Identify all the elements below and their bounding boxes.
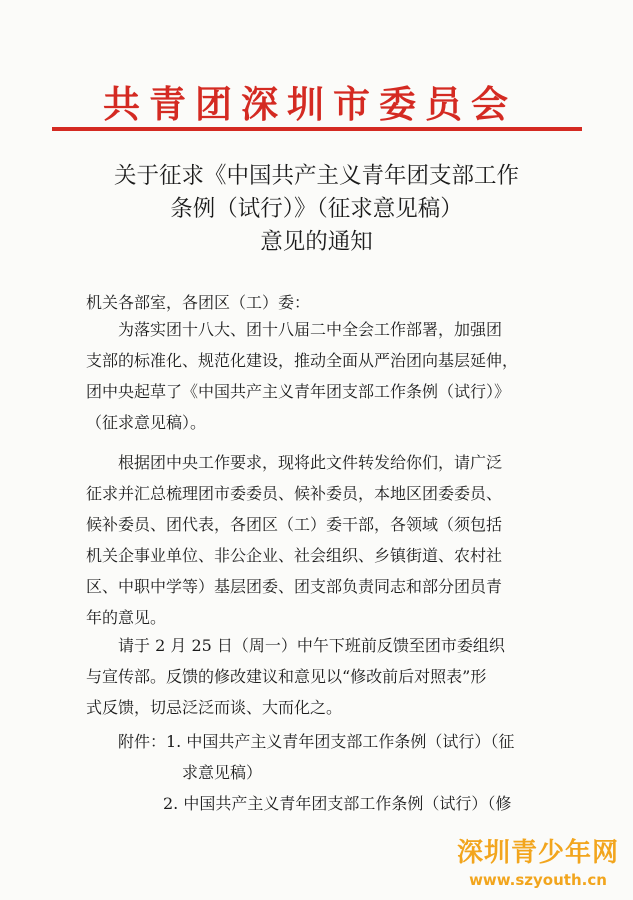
watermark-name: 深圳青少年网 bbox=[456, 838, 619, 868]
paragraph-3 bbox=[86, 630, 556, 723]
paragraph-line: 请于 2 月 25 日（周一）中午下班前反馈至团市委组织 bbox=[118, 636, 505, 655]
paragraph-line: 团中央起草了《中国共产主义青年团支部工作条例（试行）》 bbox=[86, 382, 511, 401]
paragraph-line: 支部的标准化、规范化建设，推动全面从严治团向基层延伸， bbox=[86, 351, 519, 370]
site-watermark bbox=[457, 832, 619, 889]
paragraph-line: 候补委员、团代表，各团区（工）委干部，各领域（须包括 bbox=[86, 515, 503, 534]
paragraph-2 bbox=[86, 447, 556, 633]
paragraph-line: 年的意见。 bbox=[86, 608, 167, 627]
red-divider-rule bbox=[52, 127, 582, 131]
title-line-3: 意见的通知 bbox=[260, 229, 373, 255]
attachment-line-1: 附件：1. 中国共产主义青年团支部工作条例（试行）（征 bbox=[118, 732, 515, 751]
title-line-2: 条例（试行）》（征求意见稿） bbox=[170, 196, 463, 222]
paragraph-line: 式反馈，切忌泛泛而谈、大而化之。 bbox=[86, 698, 343, 717]
paragraph-line: （征求意见稿）。 bbox=[86, 413, 207, 432]
salutation: 机关各部室，各团区（工）委： bbox=[86, 293, 311, 312]
attachment-line-3: 2. 中国共产主义青年团支部工作条例（试行）（修 bbox=[163, 794, 512, 813]
paragraph-line: 根据团中央工作要求，现将此文件转发给你们，请广泛 bbox=[118, 453, 503, 472]
paragraph-line: 征求并汇总梳理团市委委员、候补委员，本地区团委委员、 bbox=[86, 484, 503, 503]
paragraph-1 bbox=[86, 314, 556, 438]
paragraph-line: 机关企事业单位、非公企业、社会组织、乡镇街道、农村社 bbox=[86, 546, 503, 565]
watermark-url: www.szyouth.cn bbox=[469, 871, 607, 889]
paragraph-line: 为落实团十八大、团十八届二中全会工作部署，加强团 bbox=[118, 320, 503, 339]
paragraph-line: 区、中职中学等）基层团委、团支部负责同志和部分团员青 bbox=[86, 577, 503, 596]
paragraph-line: 与宣传部。反馈的修改建议和意见以“修改前后对照表”形 bbox=[86, 667, 487, 686]
document-title bbox=[40, 160, 593, 259]
attachments-section bbox=[86, 726, 514, 819]
title-line-1: 关于征求《中国共产主义青年团支部工作 bbox=[113, 163, 519, 189]
org-header: 共青团深圳市委员会 bbox=[103, 83, 517, 126]
attachment-line-2: 求意见稿） bbox=[182, 763, 263, 782]
